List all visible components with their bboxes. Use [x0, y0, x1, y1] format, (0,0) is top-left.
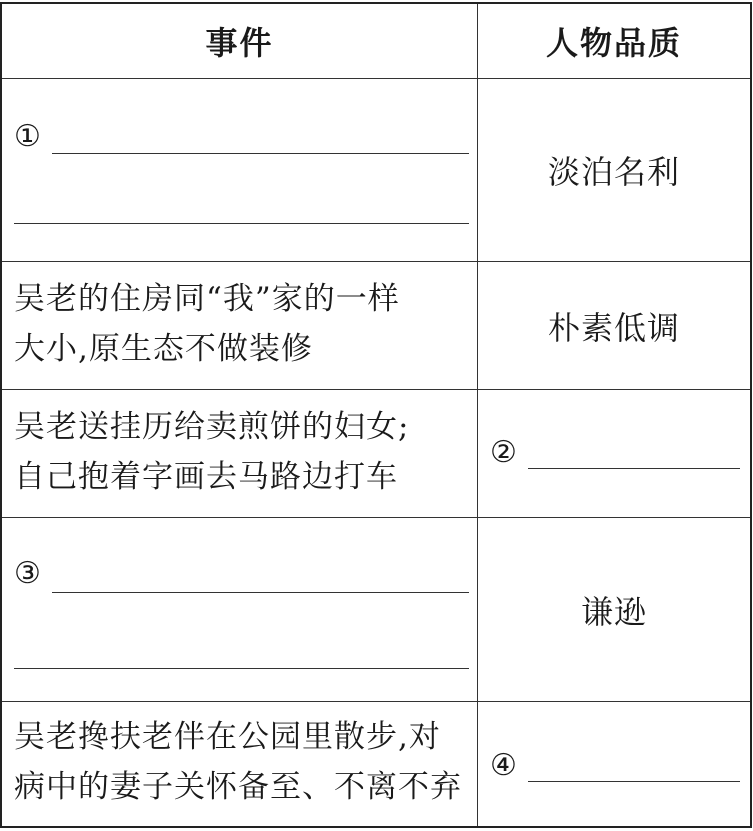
- blank-marker: ④: [490, 748, 517, 783]
- table-row: [2, 262, 750, 390]
- event-text: [14, 712, 469, 812]
- event-text-line-2: 病中的妻子关怀备至、不离不弃: [14, 769, 462, 805]
- blank-marker: ①: [14, 119, 41, 154]
- header-quality-label: 人物品质: [545, 24, 682, 62]
- event-text-line-1: 吴老送挂历给卖煎饼的妇女;: [14, 409, 410, 445]
- quality-cell: [478, 79, 750, 261]
- fill-in-blank-line[interactable]: [14, 642, 469, 669]
- event-text-line-2: 自己抱着字画去马路边打车: [14, 459, 398, 495]
- table-header-row: [2, 4, 750, 79]
- event-cell: [2, 518, 477, 701]
- event-cell: [2, 79, 477, 261]
- quality-cell: [478, 518, 750, 701]
- event-cell: [2, 702, 477, 826]
- table-row: [2, 518, 750, 702]
- quality-cell: [478, 390, 750, 517]
- event-text-line-2: 大小,原生态不做装修: [14, 331, 313, 367]
- table-row: [2, 79, 750, 262]
- event-cell: [2, 262, 477, 389]
- fill-in-blank-line[interactable]: [14, 197, 469, 224]
- quality-cell: [478, 262, 750, 389]
- header-event-cell: [2, 4, 477, 78]
- fill-in-blank-line[interactable]: [528, 757, 740, 782]
- table-row: [2, 702, 750, 826]
- blank-marker: ②: [490, 435, 517, 470]
- fill-in-blank-line[interactable]: [52, 127, 469, 154]
- quality-cell: [478, 702, 750, 826]
- fill-in-blank-line[interactable]: [52, 566, 469, 593]
- header-quality-cell: [478, 4, 750, 78]
- event-text: [14, 402, 469, 502]
- event-cell: [2, 390, 477, 517]
- table-row: [2, 390, 750, 518]
- event-quality-table: [0, 2, 752, 828]
- blank-marker: ③: [14, 556, 41, 591]
- header-event-label: 事件: [205, 24, 274, 62]
- fill-in-blank-line[interactable]: [528, 444, 740, 469]
- event-text-line-1: 吴老的住房同“我”家的一样: [14, 281, 400, 317]
- event-text: [14, 274, 469, 374]
- quality-text: 朴素低调: [547, 308, 680, 347]
- quality-text: 谦逊: [580, 592, 647, 631]
- event-text-line-1: 吴老搀扶老伴在公园里散步,对: [14, 719, 441, 755]
- quality-text: 淡泊名利: [547, 153, 680, 191]
